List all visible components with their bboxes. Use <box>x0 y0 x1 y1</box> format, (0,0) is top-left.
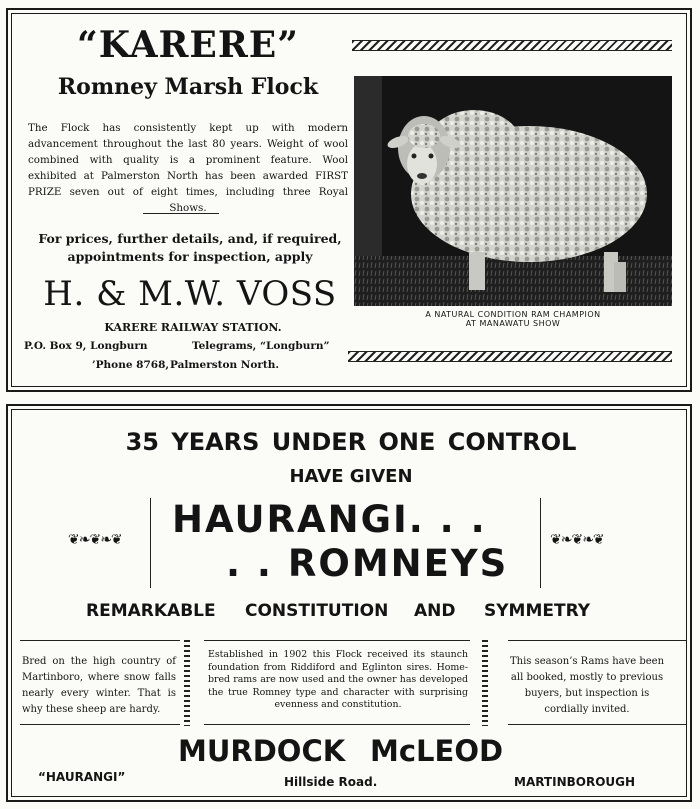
feature-constitution: CONSTITUTION <box>245 601 389 621</box>
photo-caption-line1: A NATURAL CONDITION RAM CHAMPION <box>425 310 601 319</box>
divider <box>143 213 219 214</box>
column-rule <box>204 724 470 725</box>
flock-subtitle: Romney Marsh Flock <box>57 74 319 100</box>
column-rule <box>20 640 180 641</box>
footer-farm-name: “HAURANGI” <box>38 770 126 784</box>
karere-title: “KARERE” <box>77 24 299 66</box>
telegrams: Telegrams, “Longburn” <box>192 340 330 352</box>
haurangi-name-line1: HAURANGI. . . <box>172 498 487 541</box>
column-center-text: Established in 1902 this Flock received its staunch foundation from Riddiford and Eglinton sires. Home-bred rams are now used and the owner has developed the true Romney type and character with surprising evenness and constitution. <box>208 649 468 710</box>
footer-town: MARTINBOROUGH <box>514 775 636 789</box>
flourish-left-ornament: ❦❧❦❧❦ <box>68 532 122 548</box>
flock-description: The Flock has consistently kept up with modern advancement throughout the last 80 years. Weight of wool combined with quality is a prominent feature. Wool exhibited at Palmerston North has been awarded FIRST PRIZE seven out of eight times, including three Royal Shows. <box>28 122 348 214</box>
haurangi-advertisement <box>6 404 692 802</box>
call-to-action: For prices, further details, and, if required, appointments for inspection, apply <box>38 231 342 264</box>
photo-caption-line2: AT MANAWATU SHOW <box>465 319 561 328</box>
flourish-right-ornament: ❦❧❦❧❦ <box>550 532 604 548</box>
po-box: P.O. Box 9, Longburn <box>24 340 148 352</box>
town: Palmerston North. <box>170 359 280 371</box>
rope-border-bottom <box>348 351 672 362</box>
column-rule <box>508 640 686 641</box>
feature-remarkable: REMARKABLE <box>86 601 216 621</box>
haurangi-name-line2: . . ROMNEYS <box>226 542 509 585</box>
rope-border-top <box>352 40 672 51</box>
railway-station: KARERE RAILWAY STATION. <box>104 321 282 334</box>
karere-advertisement <box>6 8 692 392</box>
bracket-line-right <box>540 498 541 588</box>
column-rule <box>20 724 180 725</box>
subheadline: HAVE GIVEN <box>289 466 413 487</box>
column-separator <box>482 640 488 726</box>
headline: 35 YEARS UNDER ONE CONTROL <box>125 428 577 456</box>
column-left-text: Bred on the high country of Martinboro, where snow falls nearly every winter. That is why these sheep are hardy. <box>22 656 176 715</box>
owner-last-name: McLEOD <box>370 734 504 768</box>
owner-first-name: MURDOCK <box>178 734 346 768</box>
ram-photo <box>354 76 672 306</box>
column-rule <box>508 724 686 725</box>
footer-road: Hillside Road. <box>284 775 378 789</box>
bracket-line-left <box>150 498 151 588</box>
column-rule <box>204 640 470 641</box>
feature-symmetry: SYMMETRY <box>484 601 591 621</box>
phone: ’Phone 8768, <box>92 359 170 371</box>
voss-name: H. & M.W. VOSS <box>43 274 337 314</box>
feature-and: AND <box>414 601 456 621</box>
column-separator <box>184 640 190 726</box>
column-right-text: This season’s Rams have been all booked, mostly to previous buyers, but inspection is cordially invited. <box>509 656 665 715</box>
